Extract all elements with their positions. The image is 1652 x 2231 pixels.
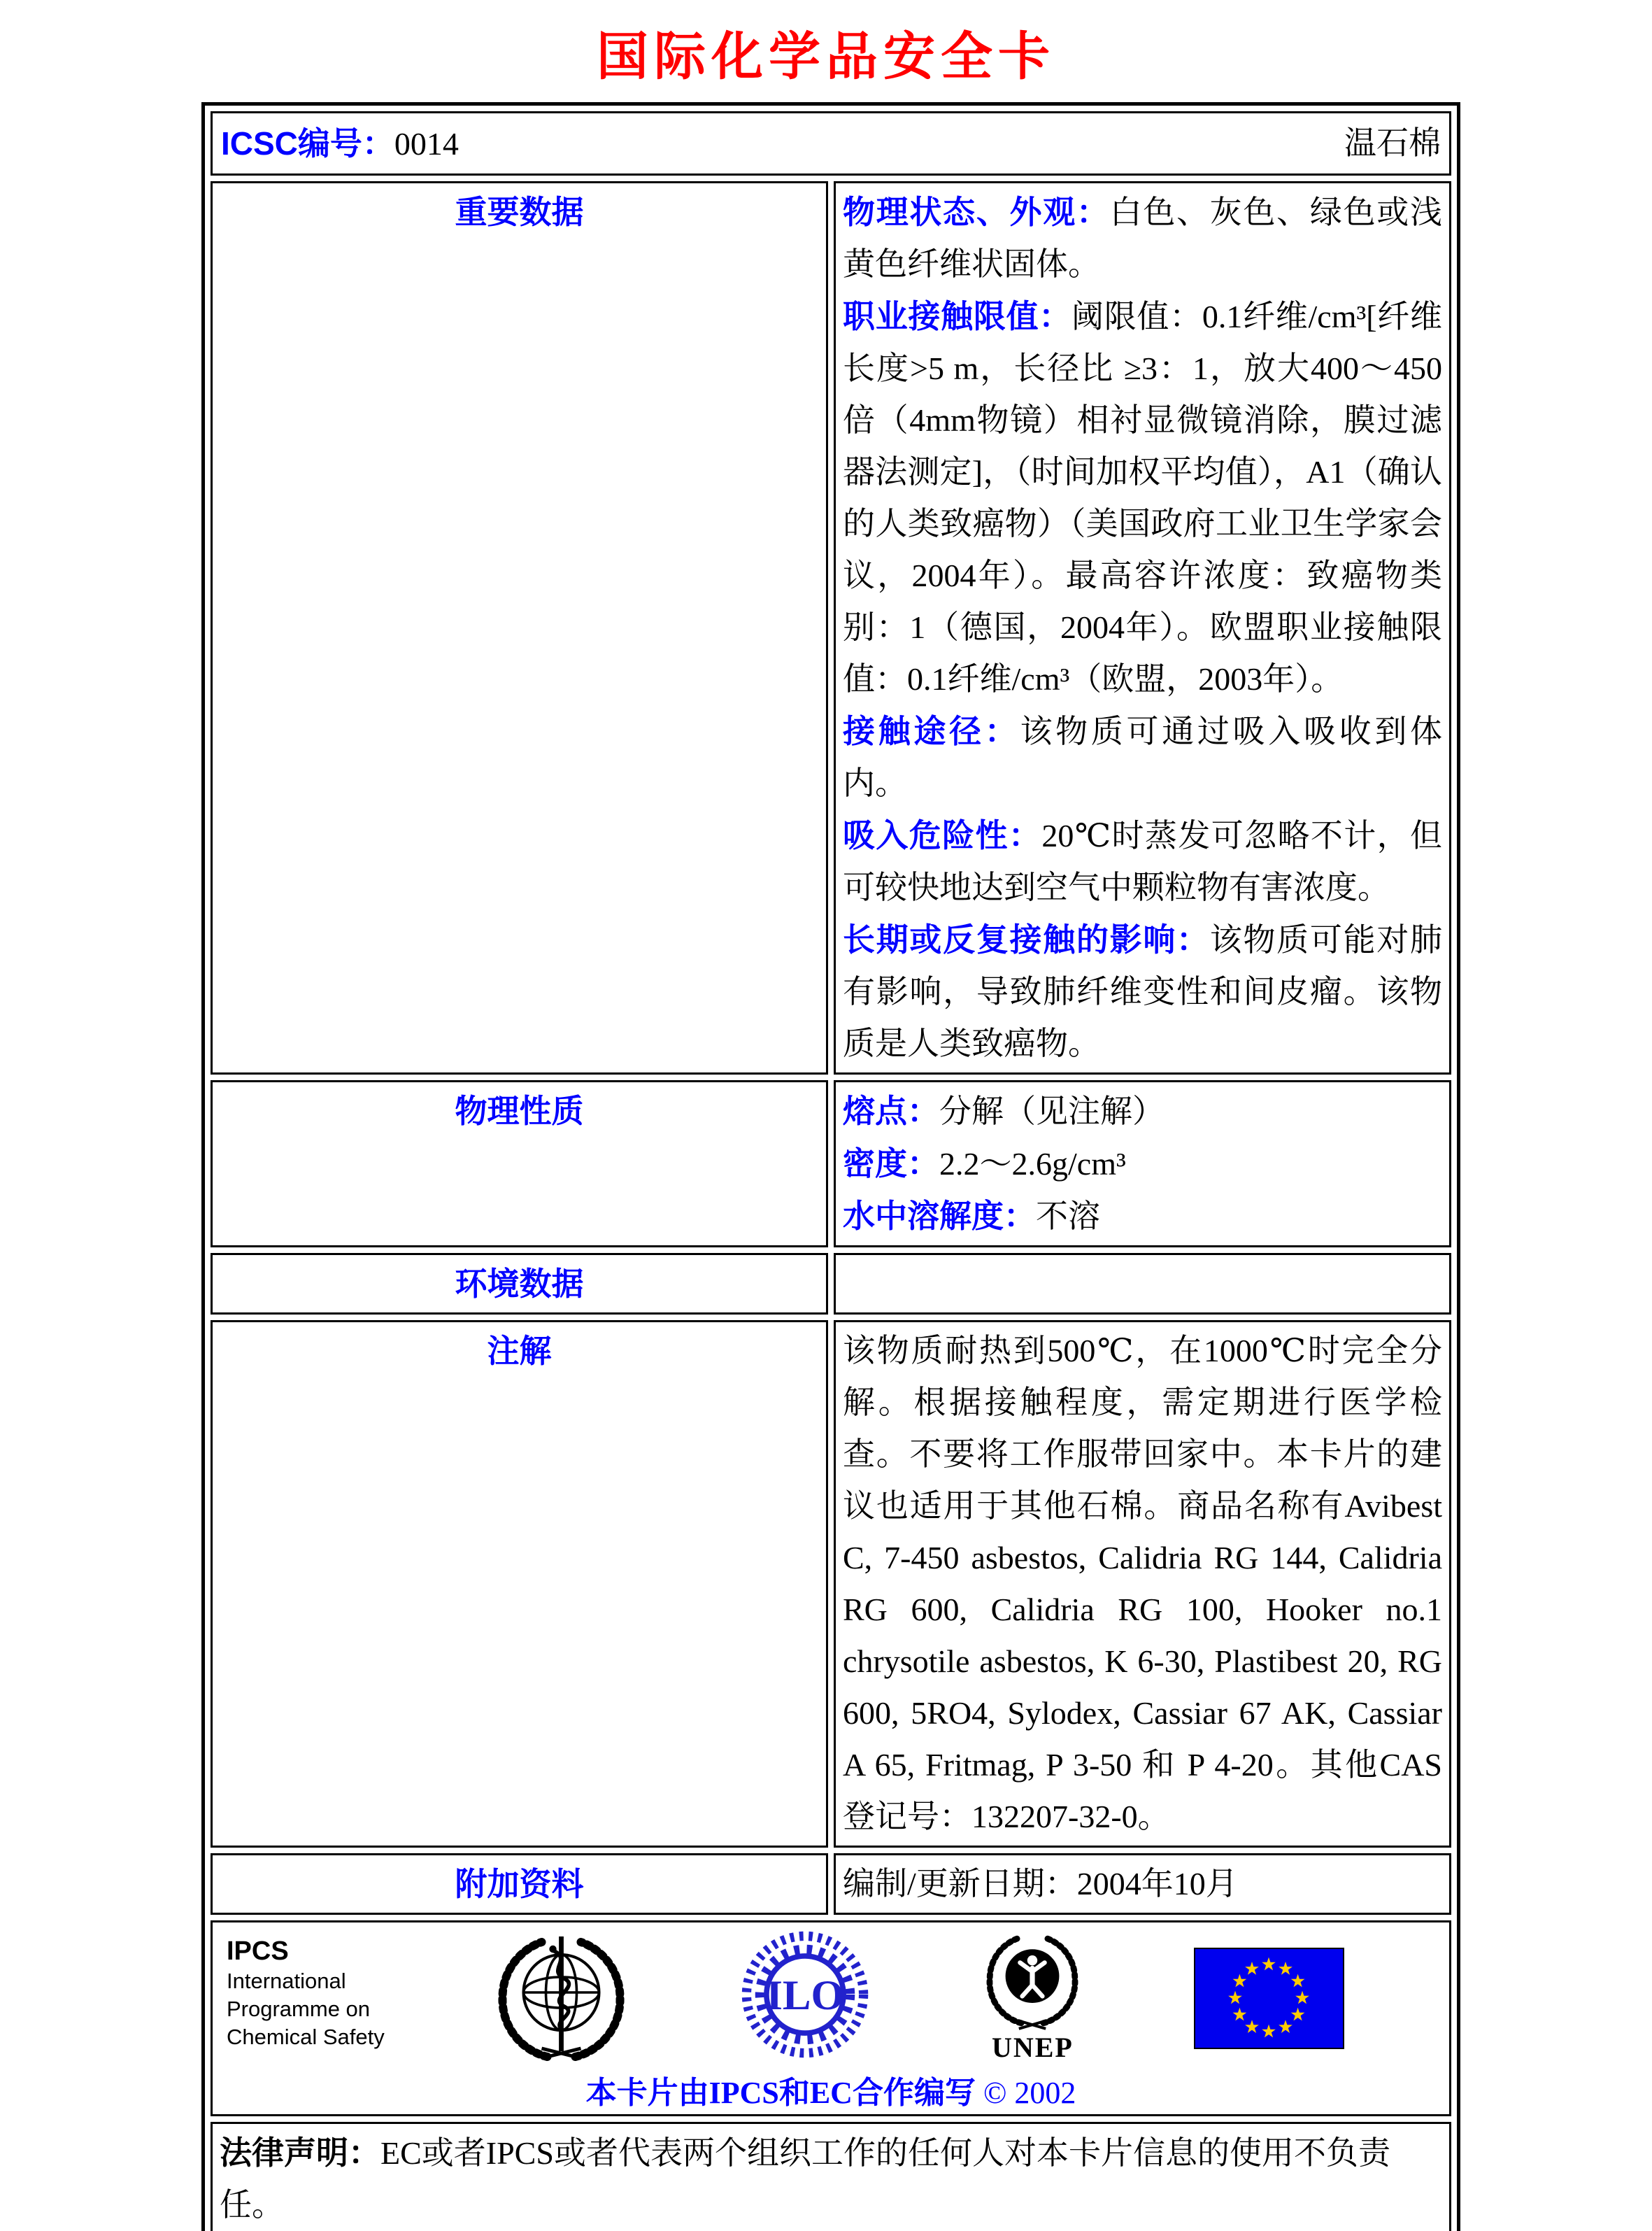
additional-info-text: 编制/更新日期：2004年10月 [843,1866,1238,1901]
additional-info-row [211,1853,1451,1915]
important-item: 吸入危险性：20℃时蒸发可忽略不计，但可较快地达到空气中颗粒物有害浓度。 [843,817,1442,905]
row-label-notes: 注解 [211,1320,828,1848]
icsc-number-value: 0014 [394,125,459,162]
caption-text: 本卡片由IPCS和EC合作编写 [585,2076,976,2110]
important-data-row [211,181,1451,1075]
important-item: 接触途径：该物质可通过吸入吸收到体内。 [843,713,1442,801]
legal-notice [211,2122,1451,2231]
physical-item: 密度：2.2～2.6g/cm³ [843,1145,1126,1182]
additional-info-content [834,1853,1451,1915]
logos-row [211,1920,1451,2116]
ilo-logo-icon [739,1928,871,2061]
row-label-important-data: 重要数据 [211,181,828,1075]
svg-text:ILO: ILO [766,1971,844,2019]
physical-properties-content [834,1080,1451,1247]
important-item: 物理状态、外观：白色、灰色、绿色或浅黄色纤维状固体。 [843,194,1443,282]
ipcs-line: International [227,1969,346,1993]
legal-notice-text: EC或者IPCS或者代表两个组织工作的任何人对本卡片信息的使用不负责任。 [220,2135,1390,2223]
unep-wordmark: UNEP [991,2032,1074,2063]
important-item: 职业接触限值：阈限值：0.1纤维/cm³[纤维长度>5 m，长径比 ≥3：1，放大400～450倍（4mm物镜）相衬显微镜消除，膜过滤器法测定]，（时间加权平均值），A1（确认的人类致癌物）（美国政府工业卫生学家会议，2004年）。最高容许浓度：致癌物类别：1（德国，2004年）。欧盟职业接触限值：0.1纤维/cm³（欧盟，2003年）。 [843,298,1443,697]
physical-item: 熔点：分解（见注解） [843,1093,1165,1129]
icsc-number-group [221,118,459,170]
row-label-environmental-data: 环境数据 [211,1253,828,1315]
eu-flag-icon [1194,1948,1344,2049]
physical-properties-row [211,1080,1451,1247]
icsc-card-table [201,102,1460,2231]
cooperation-caption [220,2075,1442,2111]
page-title: 国际化学品安全卡 [597,29,1055,86]
ipcs-text-block [227,1928,385,2051]
ipcs-line: Chemical Safety [227,2025,385,2049]
environmental-data-row [211,1253,1451,1315]
unep-logo-icon [976,1928,1088,2062]
legal-row [211,2122,1451,2231]
ipcs-acronym: IPCS [227,1936,289,1966]
row-label-additional-info: 附加资料 [211,1853,828,1915]
notes-row [211,1320,1451,1848]
notes-content [834,1320,1451,1848]
important-item: 长期或反复接触的影响：该物质可能对肺有影响，导致肺纤维变性和间皮瘤。该物质是人类致癌物。 [843,921,1443,1061]
row-label-physical-properties: 物理性质 [211,1080,828,1247]
header-row [211,111,1451,176]
important-data-content [834,181,1451,1075]
notes-text: 该物质耐热到500℃，在1000℃时完全分解。根据接触程度，需定期进行医学检查。不要将工作服带回家中。本卡片的建议也适用于其他石棉。商品名称有Avibest C, 7-450 asbestos, Calidria RG 144, Calidria RG 600, Calidria RG 100, Hooker no.1 chrysotile asbestos, K 6-30, Plastibest 20, RG 600, 5RO4, Sylodex, Cassiar 67 AK, Cassiar A 65, Fritmag, P 3-50 和 P 4-20。其他CAS登记号：132207-32-0。 [843,1333,1442,1834]
card-header [217,113,1445,173]
legal-notice-label: 法律声明： [220,2134,380,2171]
ipcs-line: Programme on [227,1997,371,2021]
icsc-number-label: ICSC编号： [221,125,394,162]
organization-logos [220,1925,1442,2074]
substance-name: 温石棉 [1344,125,1441,161]
physical-item: 水中溶解度：不溶 [843,1198,1100,1234]
who-logo-icon [490,1928,633,2068]
environmental-data-content [834,1253,1451,1315]
caption-copyright: © 2002 [983,2076,1076,2110]
